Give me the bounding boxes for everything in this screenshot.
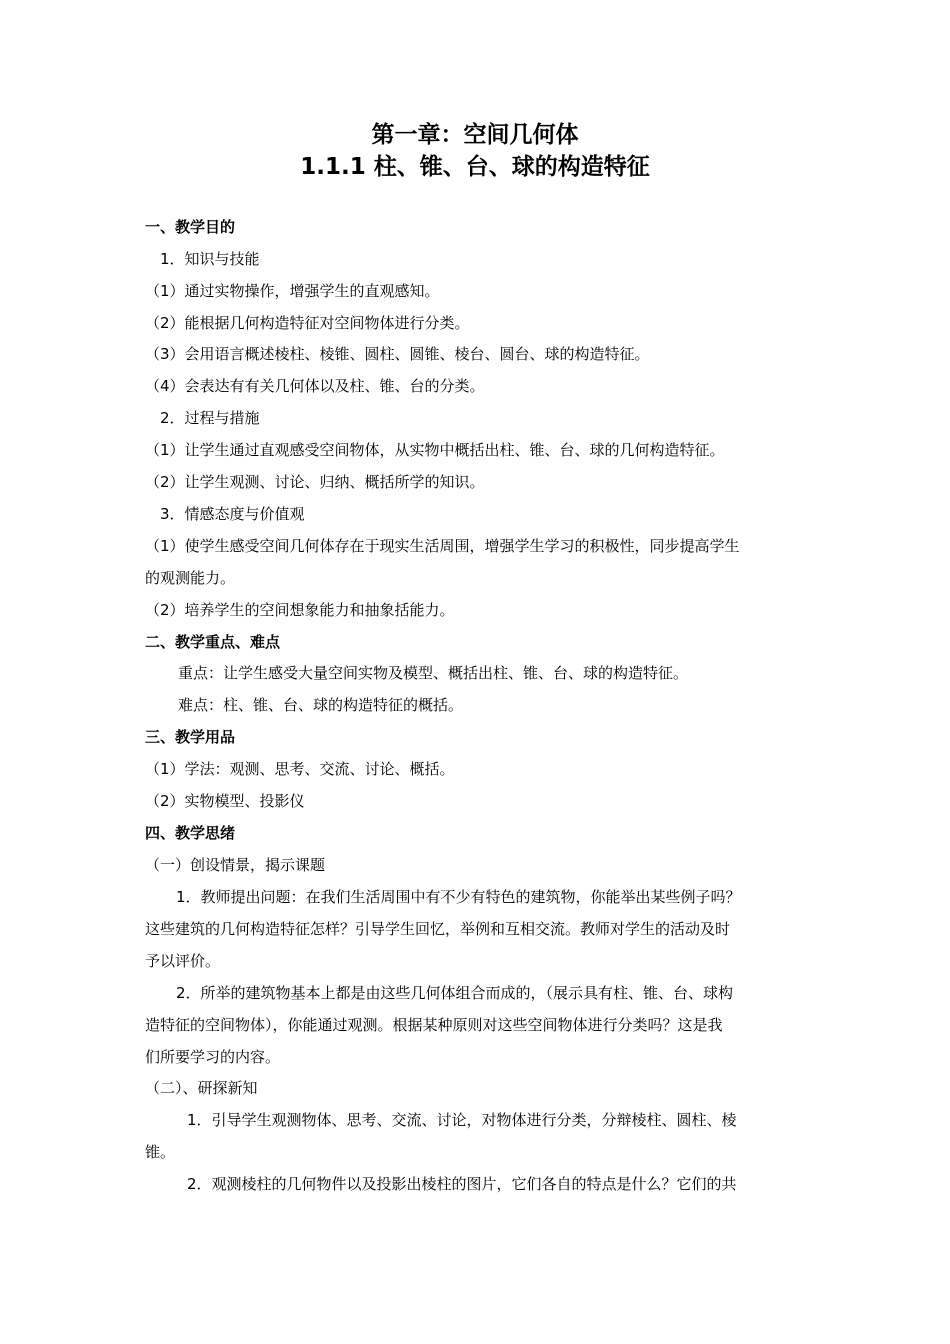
- objective-item: （4）会表达有有关几何体以及柱、锥、台的分类。: [145, 377, 485, 395]
- paragraph-line: 1．引导学生观测物体、思考、交流、讨论，对物体进行分类，分辩棱柱、圆柱、棱: [187, 1111, 737, 1129]
- subheading-attitude-values: 3．情感态度与价值观: [160, 505, 305, 523]
- objective-item: （2）培养学生的空间想象能力和抽象括能力。: [145, 601, 455, 619]
- objective-item: （1）让学生通过直观感受空间物体，从实物中概括出柱、锥、台、球的几何构造特征。: [145, 441, 725, 459]
- heading-key-difficult-points: 二、教学重点、难点: [145, 633, 281, 651]
- section-title: 1.1.1 柱、锥、台、球的构造特征: [300, 154, 650, 180]
- objective-item-continued: 的观测能力。: [145, 569, 236, 587]
- heading-teaching-materials: 三、教学用品: [145, 728, 236, 746]
- objective-item: （2）能根据几何构造特征对空间物体进行分类。: [145, 314, 470, 332]
- difficult-point: 难点：柱、锥、台、球的构造特征的概括。: [178, 696, 464, 714]
- paragraph-line: 锥。: [145, 1143, 176, 1161]
- paragraph-line: 2．所举的建筑物基本上都是由这些几何体组合而成的，（展示具有柱、锥、台、球构: [176, 984, 734, 1002]
- paragraph-line: 造特征的空间物体），你能通过观测。根据某种原则对这些空间物体进行分类吗？这是我: [145, 1016, 723, 1034]
- objective-item: （1）使学生感受空间几何体存在于现实生活周围，增强学生学习的积极性，同步提高学生: [145, 537, 740, 555]
- material-item: （1）学法：观测、思考、交流、讨论、概括。: [145, 760, 455, 778]
- objective-item: （2）让学生观测、讨论、归纳、概括所学的知识。: [145, 473, 485, 491]
- paragraph-line: 们所要学习的内容。: [145, 1048, 281, 1066]
- heading-teaching-ideas: 四、教学思绪: [145, 824, 236, 842]
- paragraph-line: 1．教师提出问题：在我们生活周围中有不少有特色的建筑物，你能举出某些例子吗？: [176, 888, 741, 906]
- subheading-explore-new-knowledge: （二）、研探新知: [145, 1079, 258, 1097]
- paragraph-line: 2．观测棱柱的几何物件以及投影出棱柱的图片，它们各自的特点是什么？它们的共: [187, 1175, 737, 1193]
- chapter-title: 第一章：空间几何体: [371, 122, 579, 148]
- material-item: （2）实物模型、投影仪: [145, 792, 305, 810]
- heading-teaching-objectives: 一、教学目的: [145, 218, 236, 236]
- paragraph-line: 予以评价。: [145, 952, 221, 970]
- objective-item: （1）通过实物操作，增强学生的直观感知。: [145, 282, 440, 300]
- key-point: 重点：让学生感受大量空间实物及模型、概括出柱、锥、台、球的构造特征。: [178, 664, 689, 682]
- subheading-knowledge-skills: 1．知识与技能: [160, 250, 260, 268]
- paragraph-line: 这些建筑的几何构造特征怎样？引导学生回忆，举例和互相交流。教师对学生的活动及时: [145, 920, 731, 938]
- objective-item: （3）会用语言概述棱柱、棱锥、圆柱、圆锥、棱台、圆台、球的构造特征。: [145, 345, 650, 363]
- subheading-create-scenario: （一）创设情景，揭示课题: [145, 856, 326, 874]
- subheading-process-methods: 2．过程与措施: [160, 409, 260, 427]
